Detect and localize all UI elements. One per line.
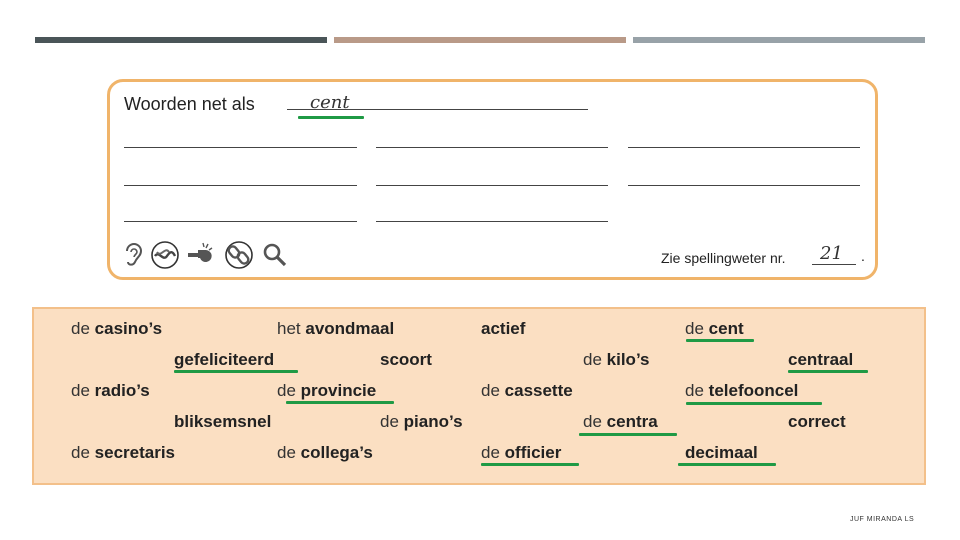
rule-number: 21 — [820, 243, 843, 264]
word-item: gefeliciteerd — [174, 350, 275, 369]
word-item: correct — [788, 412, 846, 431]
word-item: de cassette — [481, 381, 573, 400]
chain-link-icon — [224, 240, 254, 270]
header-bar-gray — [633, 37, 925, 43]
ear-icon — [118, 240, 148, 270]
highlight-underline — [686, 402, 822, 405]
word-item: de secretaris — [71, 443, 175, 462]
highlight-underline — [678, 463, 776, 466]
answer-line[interactable] — [124, 221, 357, 222]
highlight-underline — [579, 433, 677, 436]
rule-end: . — [861, 248, 865, 264]
answer-line[interactable] — [124, 147, 357, 148]
word-item: centraal — [788, 350, 854, 369]
word-item: het avondmaal — [277, 319, 395, 338]
rule-label: Zie spellingweter nr. — [661, 250, 786, 266]
answer-underline — [298, 116, 364, 119]
highlight-underline — [686, 339, 754, 342]
word-item: de provincie — [277, 381, 377, 400]
answer-line[interactable] — [376, 185, 608, 186]
highlight-underline — [174, 370, 298, 373]
word-item: de telefooncel — [685, 381, 799, 400]
magnifier-icon — [260, 240, 290, 270]
word-item: de centra — [583, 412, 658, 431]
word-item: de kilo’s — [583, 350, 650, 369]
exercise-prompt: Woorden net als — [124, 94, 255, 114]
knot-icon — [150, 240, 180, 270]
word-item: decimaal — [685, 443, 758, 462]
header-bar-rose — [334, 37, 626, 43]
word-item: scoort — [380, 350, 432, 369]
word-item: actief — [481, 319, 526, 338]
rule-number-line[interactable] — [812, 264, 856, 265]
word-item: de radio’s — [71, 381, 150, 400]
word-item: de collega’s — [277, 443, 373, 462]
answer-line[interactable] — [124, 185, 357, 186]
word-item: bliksemsnel — [174, 412, 272, 431]
answer-line[interactable] — [376, 147, 608, 148]
answer-line[interactable] — [628, 185, 860, 186]
highlight-underline — [788, 370, 868, 373]
answer-line[interactable] — [628, 147, 860, 148]
word-item: de officier — [481, 443, 562, 462]
word-item: de piano’s — [380, 412, 463, 431]
example-answer: cent — [310, 92, 350, 113]
highlight-underline — [481, 463, 579, 466]
answer-line[interactable] — [376, 221, 608, 222]
header-bar-dark — [35, 37, 327, 43]
word-item: de casino’s — [71, 319, 163, 338]
footer-credit: JUF MIRANDA LS — [850, 516, 915, 523]
word-item: de cent — [685, 319, 744, 338]
whistle-icon — [186, 240, 216, 270]
highlight-underline — [286, 401, 394, 404]
